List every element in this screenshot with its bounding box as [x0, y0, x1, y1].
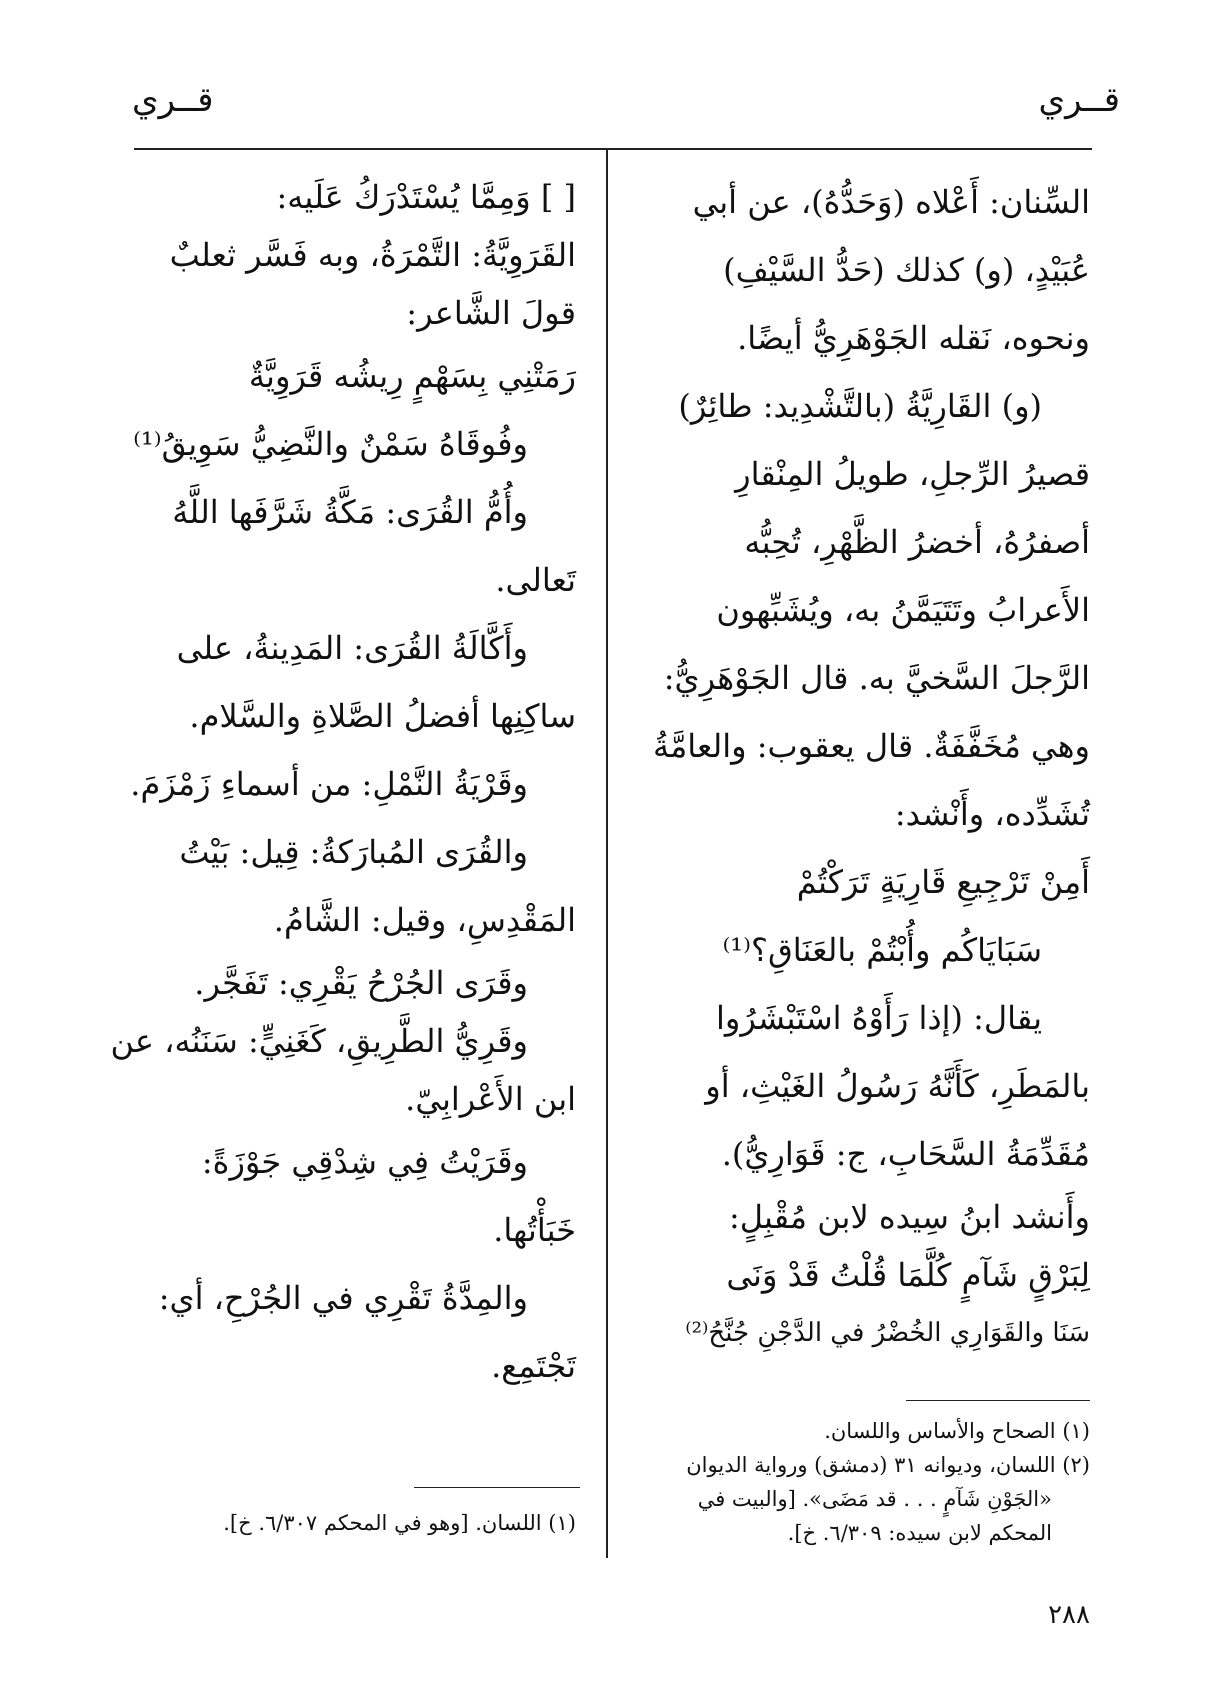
text-line: (و) القَارِيَّةُ (بالتَّشْدِيد: طائِرٌ)	[678, 387, 1042, 425]
text-line: الرَّجلَ السَّخيَّ به. قال الجَوْهَرِيُّ:	[663, 659, 1090, 697]
column-divider	[606, 150, 608, 1558]
footnote: (١) اللسان. [وهو في المحكم ٦/٣٠٧. خ].	[223, 1511, 576, 1535]
verse-line: رَمَتْنِي بِسَهْمٍ رِيشُه قَرَوِيَّةٌ	[248, 357, 576, 395]
text-line: تَجْتَمِع.	[491, 1347, 576, 1385]
text-line: مُقَدِّمَةُ السَّحَابِ، ج: قَوَارِيُّ).	[721, 1135, 1090, 1173]
text-line: الأَعرابُ وتَتَيَمَّنُ به، ويُشَبِّهون	[716, 591, 1090, 629]
header-rule	[134, 148, 1092, 150]
text-line: قولَ الشَّاعر:	[406, 294, 576, 332]
running-header-right: قــري	[1038, 80, 1120, 120]
text-line: قصيرُ الرِّجلِ، طويلُ المِنْقارِ	[735, 455, 1090, 493]
text-line: وأَكَّالَةُ القُرَى: المَدِينةُ، على	[176, 629, 528, 667]
text-line: السِّنان: أَعْلاه (وَحَدُّهُ)، عن أبي	[692, 183, 1090, 221]
text-line: بالمَطَرِ، كَأَنَّهُ رَسُولُ الغَيْثِ، أو	[705, 1067, 1090, 1105]
text-line: تُشَدِّده، وأَنْشد:	[894, 795, 1090, 833]
text-line: ونحوه، نَقله الجَوْهَرِيُّ أيضًا.	[737, 319, 1090, 357]
text-line: ساكِنِها أفضلُ الصَّلاةِ والسَّلام.	[189, 697, 576, 735]
verse-line: سَبَايَاكُم وأُبْتُمْ بالعَنَاقِ؟⁽¹⁾	[722, 931, 1042, 969]
footnote: (١) الصحاح والأساس واللسان.	[824, 1419, 1090, 1443]
footnote: (٢) اللسان، وديوانه ٣١ (دمشق) ورواية الديوان	[686, 1453, 1090, 1477]
text-line: تَعالى.	[495, 561, 576, 599]
text-line: خَبَأْتُها.	[493, 1211, 576, 1249]
text-line: وأَنشد ابنُ سِيده لابن مُقْبِلٍ:	[729, 1198, 1090, 1236]
verse-line: سَنَا والقَوَارِي الخُضْرُ في الدَّجْنِ جُنَّحُ⁽²⁾	[685, 1318, 1090, 1348]
verse-line: لِبَرْقٍ شَآمٍ كُلَّمَا قُلْتُ قَدْ وَنَى	[726, 1256, 1090, 1294]
text-line: عُبَيْدٍ، (و) كذلك (حَدُّ السَّيْفِ)	[723, 251, 1090, 289]
page-number: ٢٨٨	[1048, 1600, 1090, 1630]
footnotes-left	[136, 1506, 576, 1540]
text-line: والقُرَى المُبارَكةُ: قِيل: بَيْتُ	[179, 833, 528, 871]
right-column	[650, 168, 1090, 1362]
text-line: وقَرَى الجُرْحُ يَقْرِي: تَفَجَّر.	[194, 964, 528, 1002]
running-header-left: قــري	[132, 80, 214, 120]
text-line: والمِدَّةُ تَقْرِي في الجُرْحِ، أي:	[158, 1279, 528, 1317]
footnote-continuation: «الجَوْنِ شَآمٍ . . . قد مَضَى». [والبيت في	[697, 1487, 1052, 1511]
footnote-rule	[414, 1487, 580, 1488]
text-line: [ ] وَمِمَّا يُسْتَدْرَكُ عَلَيه:	[276, 178, 576, 216]
verse-line: أَمِنْ تَرْجِيعِ قَارِيَةٍ تَرَكْتُمْ	[796, 863, 1090, 901]
text-line: وقَرِيُّ الطَّرِيقِ، كَغَنِيٍّ: سَنَنُه، عن	[110, 1022, 528, 1060]
text-line: وهي مُخَفَّفَةٌ. قال يعقوب: والعامَّةُ	[652, 727, 1090, 765]
text-line: وقَرْيَةُ النَّمْلِ: من أسماءِ زَمْزَمَ.	[130, 765, 528, 803]
text-line: المَقْدِسِ، وقيل: الشَّامُ.	[273, 901, 576, 939]
text-line: وقَرَيْتُ فِي شِدْقِي جَوْزَةً:	[201, 1143, 528, 1181]
text-line: وأُمُّ القُرَى: مَكَّةُ شَرَّفَها اللَّهُ	[172, 493, 528, 531]
text-line: يقال: (إذا رَأَوْهُ اسْتَبْشَرُوا	[715, 999, 1042, 1037]
verse-line: وفُوقَاهُ سَمْنٌ والنَّضِيُّ سَوِيقُ⁽¹⁾	[133, 425, 528, 463]
footnote-rule	[906, 1400, 1090, 1401]
text-line: أصفرُهُ، أخضرُ الظَّهْرِ، تُحِبُّه	[744, 523, 1090, 561]
text-line: ابن الأَعْرابِيّ.	[405, 1080, 576, 1118]
footnote-continuation: المحكم لابن سيده: ٦/٣٠٩. خ].	[787, 1521, 1052, 1545]
footnotes-right	[650, 1414, 1090, 1550]
text-line: القَرَوِيَّةُ: التَّمْرَةُ، وبه فَسَّر ثعلبٌ	[169, 236, 576, 274]
left-column	[110, 168, 576, 1400]
